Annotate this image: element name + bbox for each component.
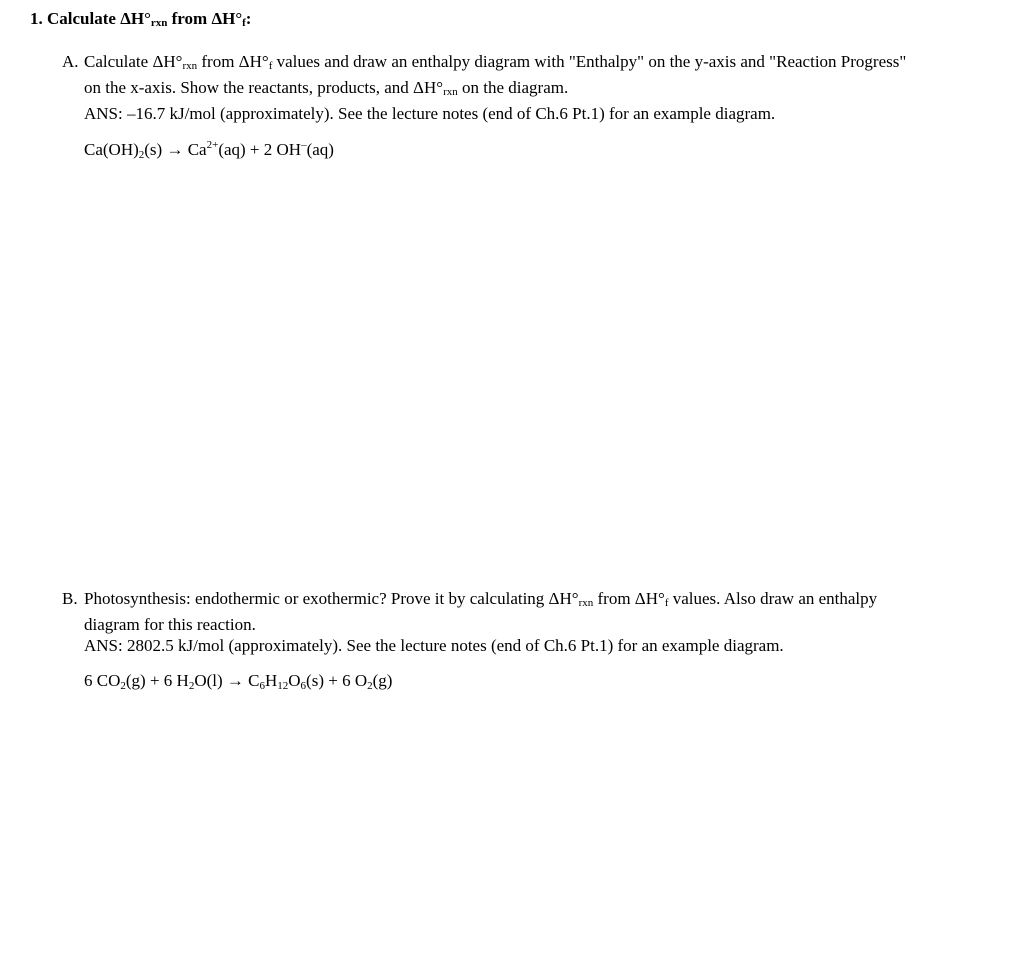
eq-b-sub-6: 2 — [367, 680, 373, 692]
eq-b-sub-1: 2 — [120, 680, 126, 692]
part-a-line-2 — [84, 77, 992, 103]
part-b-line-2: diagram for this reaction. — [84, 615, 256, 634]
part-b-line-1 — [84, 588, 992, 614]
eq-a-part-4: (aq) — [306, 140, 334, 159]
part-a-answer: ANS: –16.7 kJ/mol (approximately). See the lecture notes (end of Ch.6 Pt.1) for an example diagram. — [84, 104, 776, 123]
question-heading — [30, 8, 251, 34]
part-a-line-2-pre: on the x-axis. Show the reactants, products, and ΔH° — [84, 78, 444, 97]
heading-colon: : — [245, 9, 252, 28]
part-b-body — [84, 588, 992, 656]
part-a-line-1-post: values and draw an enthalpy diagram with "Enthalpy" on the y-axis and "Reaction Progress" — [272, 52, 907, 71]
eq-a-sub-1: 2 — [138, 149, 145, 161]
part-b-answer: ANS: 2802.5 kJ/mol (approximately). See the lecture notes (end of Ch.6 Pt.1) for an example diagram. — [84, 636, 784, 655]
part-a-equation — [84, 134, 334, 166]
part-b-rxn-subscript: rxn — [578, 597, 594, 609]
eq-b-part-3: O(l) → C — [194, 671, 260, 690]
part-b-line-1-post: values. Also draw an enthalpy — [668, 589, 878, 608]
eq-b-sub-3: 6 — [259, 680, 265, 692]
eq-b-part-2: (g) + 6 H — [125, 671, 189, 690]
part-a-rxn-subscript: rxn — [182, 60, 198, 72]
part-b-letter: B. — [62, 589, 78, 608]
eq-a-sup-2: – — [301, 139, 307, 151]
heading-rxn-subscript: rxn — [150, 17, 168, 29]
heading-delta-h: ΔH° — [120, 9, 151, 28]
part-a-line-1-pre: Calculate ΔH° — [84, 52, 183, 71]
part-a-body — [84, 51, 992, 124]
eq-b-sub-4: 12 — [277, 680, 289, 692]
eq-a-part-2: (s) → Ca — [144, 140, 207, 159]
eq-a-part-1: Ca(OH) — [84, 140, 139, 159]
part-b-equation — [84, 670, 392, 697]
part-b-line-1-mid: from ΔH° — [593, 589, 665, 608]
part-a-line-2-rxn-subscript: rxn — [443, 86, 458, 98]
part-a-line-1 — [84, 51, 992, 77]
heading-f-subscript: f — [242, 17, 246, 29]
eq-b-sub-2: 2 — [188, 680, 195, 692]
eq-a-sup-1: 2+ — [206, 139, 219, 151]
heading-from: from — [167, 9, 212, 28]
eq-b-sub-5: 6 — [300, 680, 307, 692]
eq-b-part-7: (g) — [372, 671, 393, 690]
part-a-line-2-post: on the diagram. — [457, 78, 569, 97]
part-b-line-1-pre: Photosynthesis: endothermic or exothermic? Prove it by calculating ΔH° — [84, 589, 579, 608]
part-a-letter: A. — [62, 52, 79, 71]
eq-a-part-3: (aq) + 2 OH — [218, 140, 302, 159]
part-b — [62, 588, 992, 656]
part-a-f-subscript: f — [268, 60, 273, 72]
eq-b-part-6: (s) + 6 O — [306, 671, 368, 690]
part-a — [62, 51, 992, 124]
eq-b-part-1: 6 CO — [84, 671, 121, 690]
eq-b-part-4: H — [264, 671, 278, 690]
eq-b-part-5: O — [288, 671, 301, 690]
heading-number: 1. Calculate — [30, 9, 121, 28]
heading-delta-h-f: ΔH° — [211, 9, 243, 28]
part-a-line-1-mid: from ΔH° — [197, 52, 269, 71]
part-b-f-subscript: f — [664, 597, 669, 609]
